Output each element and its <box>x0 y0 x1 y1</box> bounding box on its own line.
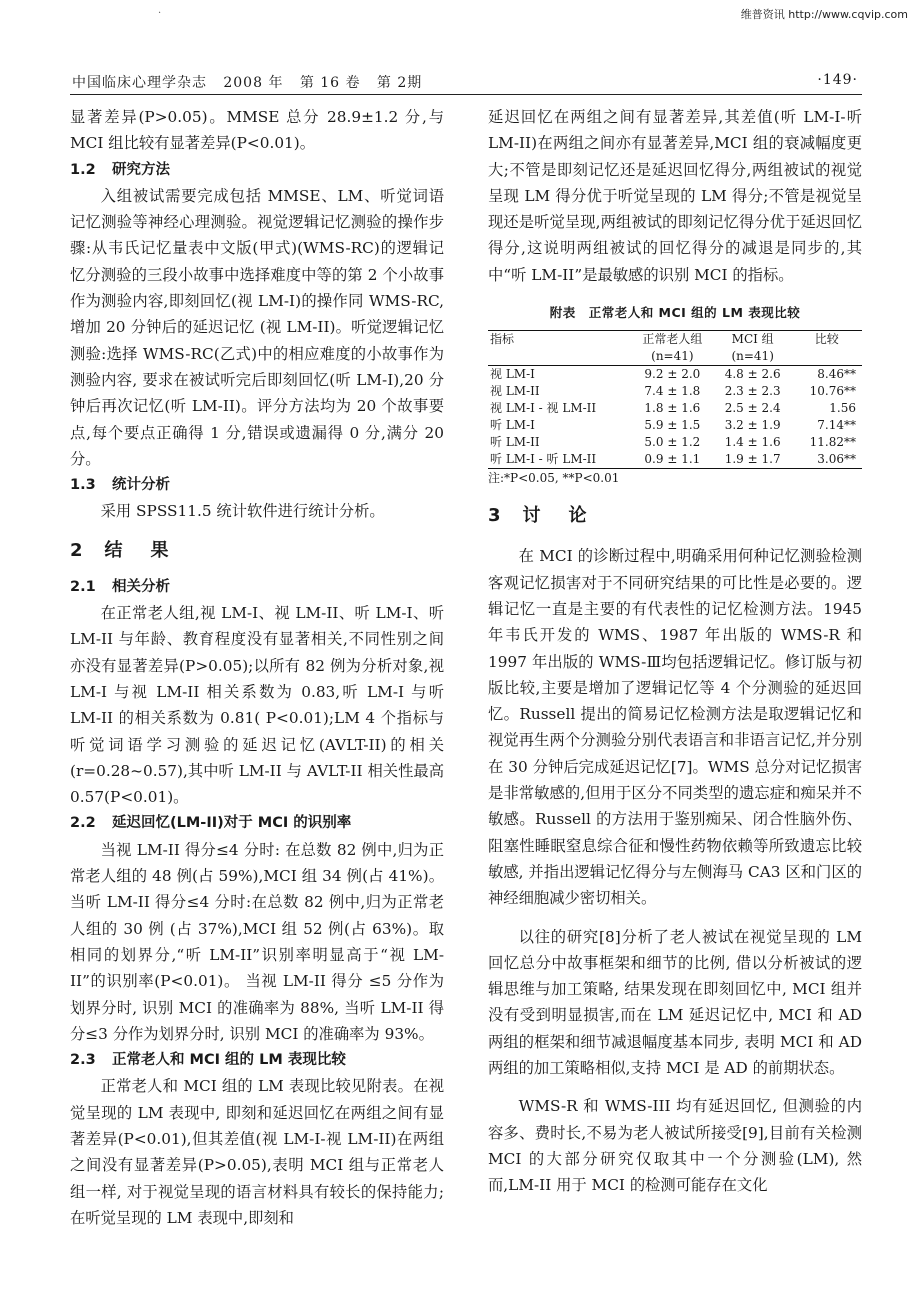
table-row: 听 LM-II 5.0 ± 1.2 1.4 ± 1.6 11.82** <box>490 435 856 450</box>
journal-name: 中国临床心理学杂志 <box>72 75 207 91</box>
col-header-mci: MCI 组 <box>714 331 792 349</box>
table-title: 附表 正常老人和 MCI 组的 LM 表现比较 <box>549 305 801 321</box>
table-row: 视 LM-I - 视 LM-II 1.8 ± 1.6 2.5 ± 2.4 1.56 <box>490 401 856 416</box>
journal-year: 2008 年 <box>223 75 284 91</box>
col-header-compare: 比较 <box>791 331 862 349</box>
heading-2-results: 2 结 果 <box>70 539 169 561</box>
paragraph-lm-comparison-cont: 延迟回忆在两组之间有显著差异,其差值(听 LM-I-听 LM-II)在两组之间亦有显著差异,MCI 组的衰减幅度更大;不管是即刻记忆还是延迟回忆得分,两组被试的视觉呈现 LM 得分优于听觉呈现的 LM 得分;不管是视觉呈现还是听觉呈现,两组被试的即刻记忆得分优于延迟回忆得分,这说明两组被试的回忆得分的减退是同步的,其中“听 LM-II”是最敏感的识别 MCI 的指标。 <box>488 108 862 284</box>
results-table <box>488 330 862 469</box>
paragraph-discussion-2: 以往的研究[8]分析了老人被试在视觉呈现的 LM 回忆总分中故事框架和细节的比例, 借以分析被试的逻辑思维与加工策略, 结果发现在即刻回忆中, MCI 组并没有受到明显损害,而在 LM 延迟记忆中, MCI 和 AD 两组的框架和细节减退幅度基本同步, 表明 MCI 和 AD 两组的加工策略相似,支持 MCI 是 AD 的前期状态。 <box>488 927 862 1078</box>
table-row: 视 LM-II 7.4 ± 1.8 2.3 ± 2.3 10.76** <box>490 384 856 399</box>
paragraph-methods: 入组被试需要完成包括 MMSE、LM、听觉词语记忆测验等神经心理测验。视觉逻辑记忆测验的操作步骤:从韦氏记忆量表中文版(甲式)(WMS-RC)的逻辑记忆分测验的三段小故事中选择难度中等的第 2 个小故事作为测验内容,即刻回忆(视 LM-I)的操作同 WMS-RC, 增加 20 分钟后的延迟记忆 (视 LM-II)。听觉逻辑记忆测验:选择 WMS-RC(乙式)中的相应难度的小故事作为测验内容, 要求在被试听完后即刻回忆(听 LM-I),20 分钟后再次记忆(听 LM-II)。评分方法均为 20 个故事要点,每个要点正确得 1 分,错误或遗漏得 0 分,满分 20 分。 <box>70 186 444 468</box>
paragraph-results-carryover: 显著差异(P>0.05)。MMSE 总分 28.9±1.2 分,与 MCI 组比较有显著差异(P<0.01)。 <box>70 108 444 153</box>
heading-2-2: 2.2 延迟回忆(LM-II)对于 MCI 的识别率 <box>70 815 352 832</box>
right-column <box>488 104 862 1199</box>
site-watermark: 维普资讯 http://www.cqvip.com <box>740 8 908 21</box>
header-rule <box>70 94 862 95</box>
col-header-normal: 正常老人组 <box>631 331 714 349</box>
paragraph-correlation: 在正常老人组,视 LM-I、视 LM-II、听 LM-I、听 LM-II 与年龄、教育程度没有显著相关,不同性别之间亦没有显著差异(P>0.05);以所有 82 例为分析对象,视 LM-I 与视 LM-II 相关系数为 0.83,听 LM-I 与听 LM-II 的相关系数为 0.81( P<0.01);LM 4 个指标与听觉词语学习测验的延迟记忆(AVLT-II)的相关(r=0.28~0.57),其中听 LM-II 与 AVLT-II 相关性最高 0.57(P<0.01)。 <box>70 604 444 807</box>
heading-3-discussion: 3 讨 论 <box>488 505 587 527</box>
paragraph-discussion-3: WMS-R 和 WMS-III 均有延迟回忆, 但测验的内容多、费时长,不易为老人被试所接受[9],目前有关检测 MCI 的大部分研究仅取其中一个分测验(LM), 然而,LM-II 用于 MCI 的检测可能存在文化 <box>488 1097 862 1195</box>
left-column <box>70 104 444 1231</box>
heading-2-1: 2.1 相关分析 <box>70 578 170 595</box>
heading-1-3: 1.3 统计分析 <box>70 477 170 494</box>
corner-mark: · <box>158 8 162 19</box>
col-header-indicator: 指标 <box>488 331 631 349</box>
paragraph-lm-comparison: 正常老人和 MCI 组的 LM 表现比较见附表。在视觉呈现的 LM 表现中, 即刻和延迟回忆在两组之间有显著差异(P<0.01),但其差值(视 LM-I-视 LM-II)在两组之间没有显著差异(P>0.05),表明 MCI 组与正常老人组一样, 对于视觉呈现的语言材料具有较长的保持能力;在听觉呈现的 LM 表现中,即刻和 <box>70 1077 444 1227</box>
paragraph-discussion-1: 在 MCI 的诊断过程中,明确采用何种记忆测验检测客观记忆损害对于不同研究结果的可比性是必要的。逻辑记忆一直是主要的有代表性的记忆检测方法。1945 年韦氏开发的 WMS、1987 年出版的 WMS-R 和 1997 年出版的 WMS-Ⅲ均包括逻辑记忆。修订版与初版比较,主要是增加了逻辑记忆等 4 个分测验的延迟回忆。Russell 提出的简易记忆检测方法是取逻辑记忆和视觉再生两个分测验分别代表语言和非语言记忆,并分别在 30 分钟后完成延迟记忆[7]。WMS 总分对记忆损害是非常敏感的,但用于区分不同类型的遗忘症和痴呆并不敏感。Russell 的方法用于鉴别痴呆、闭合性脑外伤、阻塞性睡眠窒息综合征和慢性药物依赖等所致遗忘比较敏感, 并指出逻辑记忆得分与左侧海马 CA3 区和门区的神经细胞减少密切相关。 <box>488 547 862 908</box>
table-row: 视 LM-I 9.2 ± 2.0 4.8 ± 2.6 8.46** <box>490 367 856 382</box>
table-note: 注:*P<0.05, **P<0.01 <box>488 471 620 486</box>
paragraph-statistics: 采用 SPSS11.5 统计软件进行统计分析。 <box>100 502 385 521</box>
journal-volume: 第 16 卷 <box>299 75 361 91</box>
table-row: 听 LM-I 5.9 ± 1.5 3.2 ± 1.9 7.14** <box>490 418 856 433</box>
table-row: 听 LM-I - 听 LM-II 0.9 ± 1.1 1.9 ± 1.7 3.06** <box>488 451 862 469</box>
col-header-normal-n: (n=41) <box>631 348 714 366</box>
col-header-mci-n: (n=41) <box>714 348 792 366</box>
paragraph-recognition-rate: 当视 LM-II 得分≤4 分时: 在总数 82 例中,归为正常老人组的 48 例(占 59%),MCI 组 34 例(占 41%)。当听 LM-II 得分≤4 分时:在总数 82 例中,归为正常老人组的 30 例 (占 37%),MCI 组 52 例(占 63%)。取相同的划界分,“听 LM-II”识别率明显高于“视 LM-II”的识别率(P<0.01)。 当视 LM-II 得分 ≤5 分作为划界分时, 识别 MCI 的准确率为 88%, 当听 LM-II 得分≤3 分作为划界分时, 识别 MCI 的准确率为 93%。 <box>70 840 444 1043</box>
heading-2-3: 2.3 正常老人和 MCI 组的 LM 表现比较 <box>70 1052 346 1069</box>
page-number: ·149· <box>817 72 858 88</box>
journal-issue: 第 2期 <box>376 75 423 91</box>
heading-1-2: 1.2 研究方法 <box>70 161 170 178</box>
running-header <box>72 72 858 92</box>
